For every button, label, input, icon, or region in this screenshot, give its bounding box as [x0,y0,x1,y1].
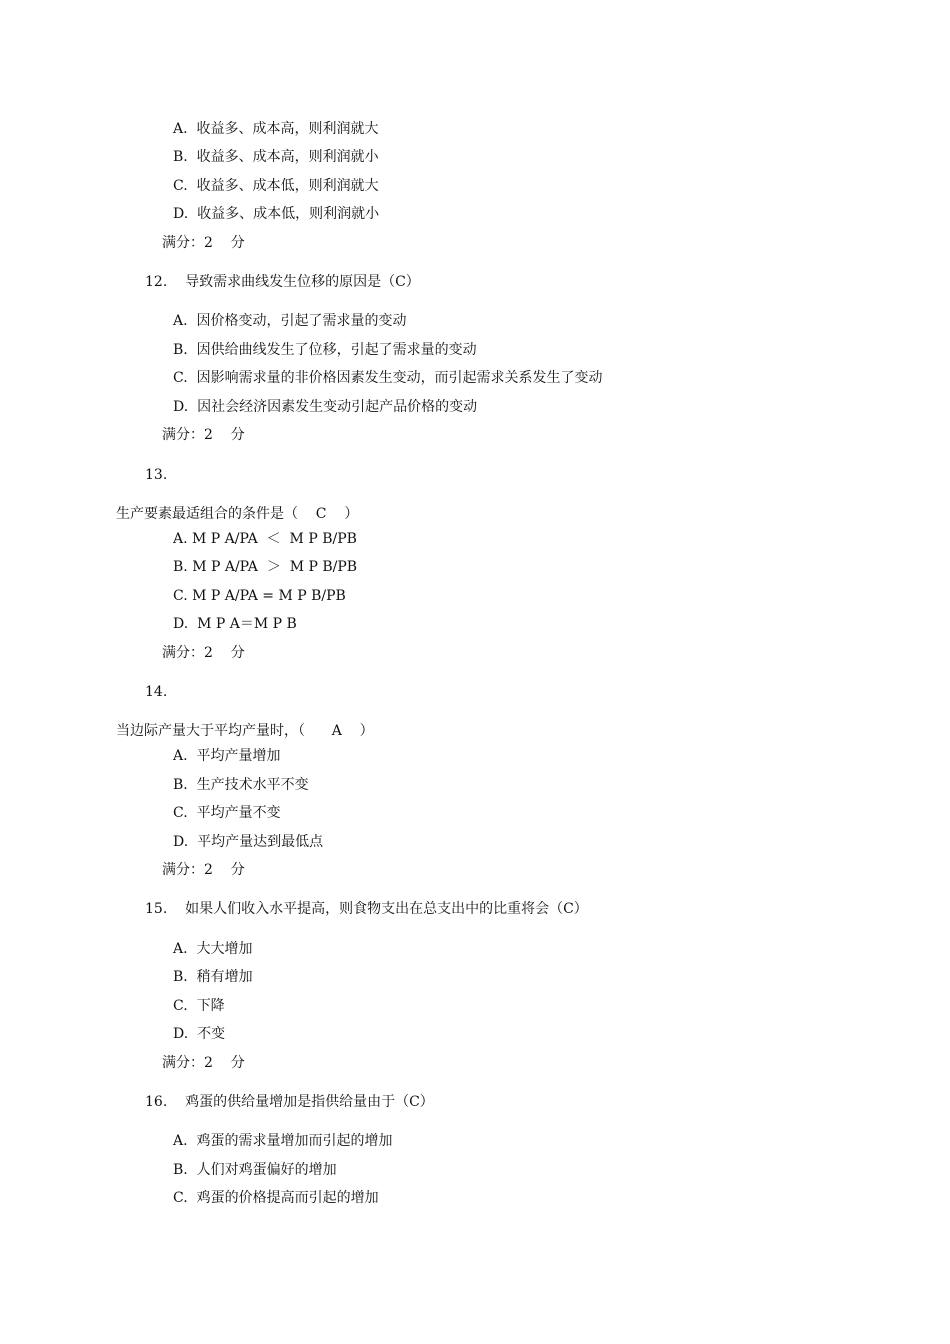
q12-option-b: B. 因供给曲线发生了位移，引起了需求量的变动 [173,342,477,358]
q12-option-a: A. 因价格变动，引起了需求量的变动 [173,313,407,329]
q13-option-c: C. M P A/PA = M P B/PB [173,588,346,604]
q15-option-b: B. 稍有增加 [173,969,253,985]
q13-option-b: B. M P A/PA ＞ M P B/PB [173,559,358,575]
q14-option-d: D. 平均产量达到最低点 [173,834,324,850]
q11-option-c: C. 收益多、成本低，则利润就大 [173,178,379,194]
q13-option-d: D. M P A＝M P B [173,616,297,632]
q14-option-a: A. 平均产量增加 [173,748,281,764]
q12-question: 12. 导致需求曲线发生位移的原因是（C） [145,274,420,290]
q13-question: 生产要素最适组合的条件是（ C ） [116,506,359,522]
q14-option-b: B. 生产技术水平不变 [173,777,309,793]
q12-option-d: D. 因社会经济因素发生变动引起产品价格的变动 [173,399,478,415]
q11-option-a: A. 收益多、成本高，则利润就大 [173,121,379,137]
q11-option-b: B. 收益多、成本高，则利润就小 [173,149,379,165]
q12-score: 满分：2 分 [162,427,245,443]
q15-option-d: D. 不变 [173,1026,226,1042]
q14-option-c: C. 平均产量不变 [173,805,281,821]
q15-option-c: C. 下降 [173,998,225,1014]
q16-option-b: B. 人们对鸡蛋偏好的增加 [173,1162,337,1178]
q12-option-c: C. 因影响需求量的非价格因素发生变动，而引起需求关系发生了变动 [173,370,603,386]
q15-score: 满分：2 分 [162,1055,245,1071]
q14-question: 当边际产量大于平均产量时，（ A ） [116,723,374,739]
q15-question: 15. 如果人们收入水平提高，则食物支出在总支出中的比重将会（C） [145,901,588,917]
q14-score: 满分：2 分 [162,862,245,878]
q13-score: 满分：2 分 [162,645,245,661]
q16-option-a: A. 鸡蛋的需求量增加而引起的增加 [173,1133,393,1149]
q14-number: 14. [145,684,168,700]
q11-score: 满分：2 分 [162,235,245,251]
q16-question: 16. 鸡蛋的供给量增加是指供给量由于（C） [145,1094,434,1110]
q15-option-a: A. 大大增加 [173,941,253,957]
q16-option-c: C. 鸡蛋的价格提高而引起的增加 [173,1190,379,1206]
q13-option-a: A. M P A/PA ＜ M P B/PB [173,531,357,547]
q13-number: 13. [145,467,168,483]
q11-option-d: D. 收益多、成本低，则利润就小 [173,206,380,222]
